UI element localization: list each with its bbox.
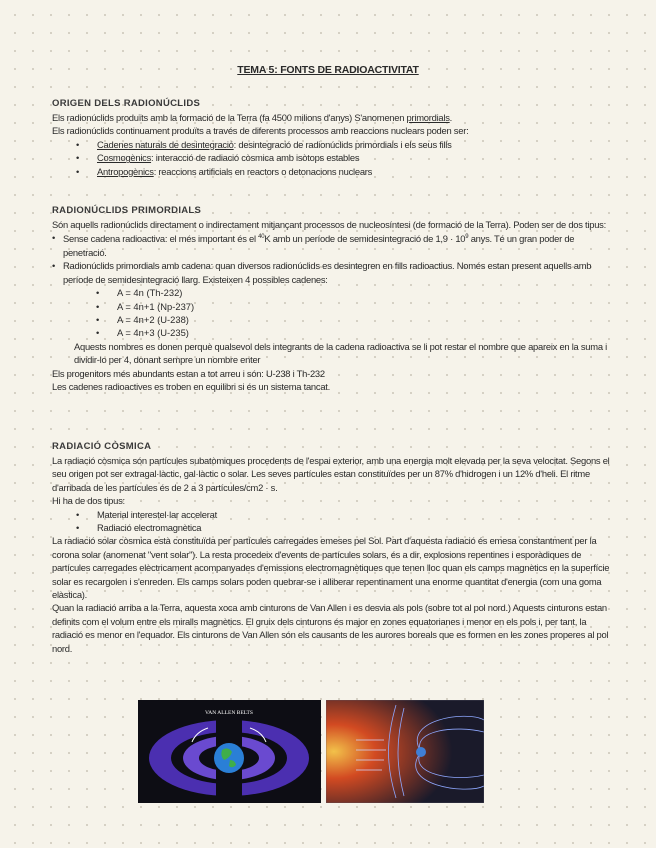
section-cosmica	[52, 441, 614, 655]
origen-line1: Els radionúclids produïts amb la formació de la Terra (fa 4500 milions d'anys) S'anomenen primordials.	[52, 112, 453, 123]
chains-list	[52, 286, 614, 340]
solar-wind-magnetosphere-figure	[326, 700, 484, 803]
list-item: • Sense cadena radioactiva: el més important és el $^{40}$K amb un període de semidesintegració de $1,9 \cdot 10^9$ anys. Té un gran poder de penetració.	[52, 231, 614, 259]
cosmica-p4: Quan la radiació arriba a la Terra, aquesta xoca amb cinturons de Van Allen i es desvia als pols (sobre tot al pol nord.) Aquests cinturons estan definits com el volum entre els miralls magnètics. El gruix dels cinturons és major en zones equatorianes i menor en els pols i, per tant, la radiació es menor en l'equador. Els cinturons de Van Allen són els causants de les aurores boreals que es formen en les zones properes al pol nord.	[52, 602, 609, 654]
cosmica-p1: La radiació còsmica són partícules subatòmiques procedents de l'espai exterior, amb una energia molt elevada per la seva velocitat. Segons el seu origen pot ser extragal·làctic, gal·làctic o solar. Les seves partícules estan constituïdes per un 87% d'hidrogen i un 12% d'heli. El ritme d'arribada de les partícules és de 2 a 3 partícules/cm2 · s.	[52, 455, 610, 493]
list-item: • Cadenes naturals de desintegració: desintegració de radionúclids primordials i els seus fills	[52, 138, 614, 151]
section-primordials	[52, 205, 614, 393]
progenitors-line: Els progenitors més abundants estan a tot arreu i són: U-238 i Th-232	[52, 367, 325, 379]
page-title: TEMA 5: FONTS DE RADIOACTIVITAT	[237, 64, 419, 76]
chain-item: • A = 4n (Th-232)	[52, 286, 614, 299]
equilibrium-line: Les cadenes radioactives es troben en equilibri si és un sistema tancat.	[52, 381, 330, 392]
list-item: • Radionúclids primordials amb cadena: quan diversos radionúclids es desintegren en fills radioactius. Només estan present aquells amb període de semidesintegració llarg. Existeixen 4 possibles cadenes:	[52, 259, 614, 286]
chain-item: • A = 4n+2 (U-238)	[52, 313, 614, 326]
belts-label: VAN ALLEN BELTS	[205, 710, 253, 716]
cosmica-p3: La radiació solar còsmica està constituïda per partícules carregades emeses pel Sol. Part d'aquesta radiació és emesa constantment per la corona solar (anomenat "vent solar"). La resta procedeix d'events de partícules solars, és a dir, explosions repentines i esporàdiques de partícules carregades elèctricament acompanyades d'emissions electromagnètiques que tenen lloc quan els camps magnètics en la superfície solar es recargolen i s'enreden. Els camps solars poden quebrar-se i alliberar repentinament una enorme quantitat d'energia (com una goma elàstica).	[52, 535, 610, 601]
heading-primordials: RADIONÚCLIDS PRIMORDIALS	[52, 205, 202, 216]
chain-item: • A = 4n+1 (Np-237)	[52, 300, 614, 313]
list-item: • Radiació electromagnètica	[52, 521, 614, 534]
origen-list	[52, 138, 614, 178]
chain-item: • A = 4n+3 (U-235)	[52, 326, 614, 339]
list-item: • Antropogènics: reaccions artificials en reactors o detonacions nuclears	[52, 165, 614, 178]
van-allen-belts-figure	[138, 700, 321, 803]
origen-line2: Els radionúclids continuament produïts a través de diferents processos amb reaccions nuclears poden ser:	[52, 125, 469, 137]
heading-cosmica: RADIACIÓ CÒSMICA	[52, 441, 152, 452]
cosmica-list	[52, 508, 614, 535]
primordials-intro: Són aquells radionúclids directament o indirectament mitjançant processos de nucleosíntesi (de formació de la Terra). Poden ser de dos tipus:	[52, 219, 606, 230]
list-item: • Cosmogènics: interacció de radiació còsmica amb isòtops estables	[52, 151, 614, 164]
chains-note: Aquests nombres es donen perquè qualsevol dels integrants de la cadena radioactiva se li pot restar el nombre que apareix en la suma i dividir-lo per 4, donant sempre un nombre enter	[74, 340, 607, 366]
primordials-list	[52, 231, 614, 286]
list-item: • Material interestel·lar accelerat	[52, 508, 614, 521]
cosmica-p2: Hi ha de dos tipus:	[52, 495, 125, 507]
heading-origen: ORIGEN DELS RADIONÚCLIDS	[52, 98, 201, 109]
section-origen	[52, 98, 614, 178]
